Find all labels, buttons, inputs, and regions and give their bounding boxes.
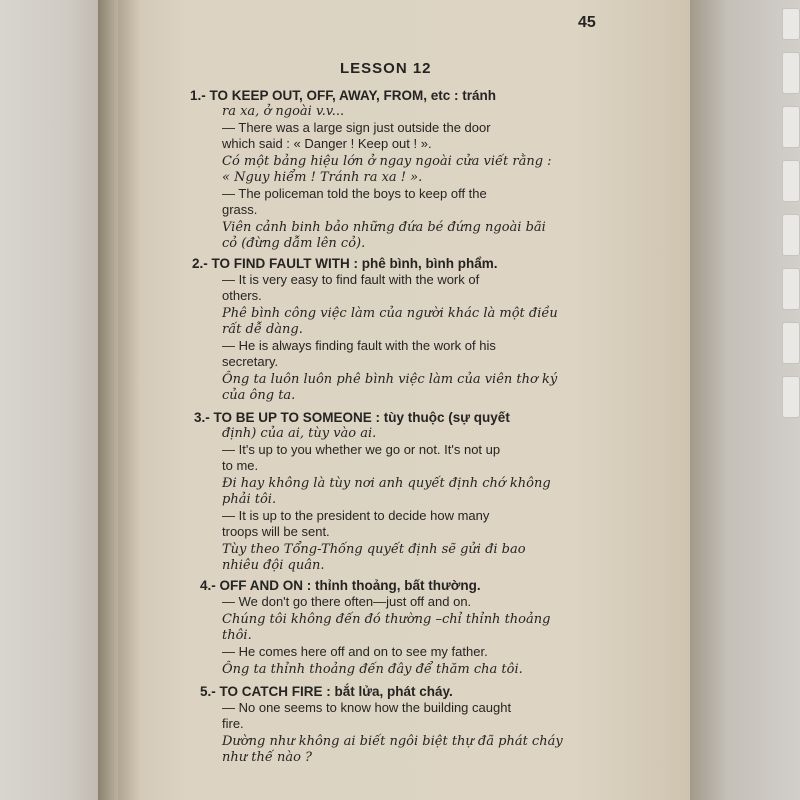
example-vi: « Nguy hiểm ! Tránh ra xa ! ».	[222, 170, 423, 185]
example-vi: như thế nào ?	[222, 750, 313, 765]
example-vi: thôi.	[222, 628, 252, 643]
example-vi: Phê bình công việc làm của người khác là một điều	[222, 306, 558, 321]
example-vi: Ông ta thỉnh thoảng đến đây để thăm cha tôi.	[222, 662, 523, 677]
example-en: to me.	[222, 458, 259, 473]
example-en: secretary.	[222, 354, 279, 369]
example-vi: phải tôi.	[222, 492, 277, 507]
example-vi: Viên cảnh binh bảo những đứa bé đứng ngoài bãi	[222, 220, 546, 235]
lesson-title: LESSON 12	[340, 60, 432, 77]
example-en: — It is up to the president to decide how many	[222, 508, 490, 523]
example-en: — We don't go there often—just off and on.	[222, 594, 472, 609]
keyboard-keys	[695, 0, 800, 800]
example-en: which said : « Danger ! Keep out ! ».	[222, 136, 432, 151]
page-fold-shadow	[118, 0, 140, 800]
example-en: others.	[222, 288, 262, 303]
example-vi: của ông ta.	[222, 388, 296, 403]
example-vi: Có một bảng hiệu lớn ở ngay ngoài cửa viết rằng :	[222, 154, 552, 169]
section-4-heading: 4.- OFF AND ON : thỉnh thoảng, bất thường.	[200, 578, 481, 593]
example-en: — There was a large sign just outside the door	[222, 120, 491, 135]
example-vi: Dường như không ai biết ngôi biệt thự đã phát cháy	[222, 734, 563, 749]
example-vi: nhiêu đội quân.	[222, 558, 325, 573]
section-1-heading: 1.- TO KEEP OUT, OFF, AWAY, FROM, etc : tránh	[190, 88, 497, 103]
example-vi: Tùy theo Tổng-Thống quyết định sẽ gửi đi bao	[222, 542, 526, 557]
section-5-heading: 5.- TO CATCH FIRE : bắt lửa, phát cháy.	[200, 684, 453, 699]
section-3-heading: 3.- TO BE UP TO SOMEONE : tùy thuộc (sự quyết	[194, 410, 510, 425]
example-vi: rất dễ dàng.	[222, 322, 303, 337]
book-page	[118, 0, 690, 800]
section-3-heading-cont: định) của ai, tùy vào ai.	[222, 426, 377, 441]
section-1-heading-cont: ra xa, ở ngoài v.v...	[222, 104, 345, 119]
example-en: — He comes here off and on to see my father.	[222, 644, 488, 659]
page-number: 45	[578, 14, 596, 31]
example-en: — No one seems to know how the building caught	[222, 700, 512, 715]
example-en: grass.	[222, 202, 258, 217]
example-en: fire.	[222, 716, 244, 731]
example-en: — It is very easy to find fault with the work of	[222, 272, 480, 287]
laptop-background-right	[680, 0, 800, 800]
example-vi: Ông ta luôn luôn phê bình việc làm của viên thơ ký	[222, 372, 558, 387]
example-en: troops will be sent.	[222, 524, 330, 539]
section-2-heading: 2.- TO FIND FAULT WITH : phê bình, bình phẩm.	[192, 256, 498, 271]
example-en: — He is always finding fault with the work of his	[222, 338, 496, 353]
example-vi: Chúng tôi không đến đó thường –chỉ thỉnh thoảng	[222, 612, 551, 627]
example-vi: Đi hay không là tùy nơi anh quyết định chớ không	[222, 476, 551, 491]
example-en: — The policeman told the boys to keep off the	[222, 186, 487, 201]
example-vi: cỏ (đừng dẫm lên cỏ).	[222, 236, 366, 251]
example-en: — It's up to you whether we go or not. It's not up	[222, 442, 501, 457]
